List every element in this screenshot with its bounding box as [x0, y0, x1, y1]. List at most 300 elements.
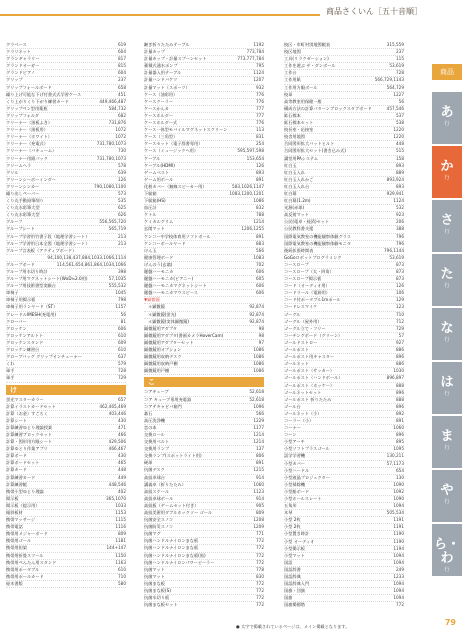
entry-page: 883 [256, 240, 264, 246]
entry-page: 237 [118, 77, 126, 83]
entry-page: 773,777,784 [237, 56, 264, 62]
entry-name: 顕微鏡用収納デスク [144, 354, 182, 360]
entry-name: 玄関マット [144, 226, 165, 232]
index-entry [284, 531, 404, 538]
entry-name: 携帯マッサージ [6, 517, 36, 523]
entry-page: 471 [118, 424, 126, 430]
entry-name: グランドピアノ [6, 70, 35, 76]
entry-page: 115 [396, 56, 404, 62]
entry-name: ゴーグル（屋外用） [284, 318, 322, 324]
entry-name: グループ学習用竹書子段（地理学習シート） [6, 233, 90, 239]
tab-gyo: 行 [444, 337, 450, 343]
entry-name: 高圧洗浄機 [144, 417, 165, 423]
entry-page: 927 [396, 339, 404, 345]
entry-name: 蛍光マスターカラー [6, 396, 44, 402]
entry-name: 合同図形拡大バットヒルト [284, 141, 335, 147]
entry-page: 712 [396, 318, 404, 324]
entry-page: 932 [256, 84, 264, 90]
index-entry [144, 425, 264, 432]
index-entry [6, 489, 126, 496]
index-entry [6, 467, 126, 474]
entry-name: 抗菌ハンドルナイロンまな板 [144, 538, 199, 544]
index-entry [6, 460, 126, 467]
entry-page: 449 [118, 474, 126, 480]
entry-name: 碁石 [144, 410, 153, 416]
tab-8[interactable] [432, 470, 462, 524]
index-entry [284, 468, 404, 475]
index-entry [284, 567, 404, 574]
index-entry [6, 77, 126, 84]
entry-page: 213 [118, 233, 126, 239]
entry-name: げんのう(玄翁) [144, 261, 173, 267]
tab-gyo: 行 [444, 391, 450, 397]
index-entry [284, 106, 404, 113]
entry-page: 1214 [253, 439, 264, 445]
entry-name: くり上がりくり下がり練習カード [6, 98, 69, 104]
entry-name: グループ言表板（アクティブボード） [6, 247, 77, 253]
entry-page: 126 [118, 176, 126, 182]
entry-name: ゴールネット（小） [284, 410, 322, 416]
tab-6[interactable] [432, 362, 462, 416]
index-entry [284, 510, 404, 517]
index-entry [6, 283, 126, 290]
entry-page: 466 [118, 431, 126, 437]
entry-name: 軍手 [6, 368, 15, 374]
entry-page: 53,619 [389, 254, 404, 260]
entry-page: 448 [118, 467, 126, 473]
entry-name: 傾斜板材 [6, 510, 23, 515]
entry-page: 1116 [115, 524, 126, 530]
entry-name: ケースホルダー [144, 112, 173, 118]
entry-name: 車椅子用掲示板 [6, 297, 36, 303]
index-entry [284, 354, 404, 361]
index-entry [144, 602, 264, 608]
col3-list [284, 42, 404, 608]
entry-page: 891 [396, 417, 404, 423]
entry-page: 123 [396, 304, 404, 310]
entry-name: グループ学習用日本全図（地理学習シート） [6, 240, 90, 246]
entry-page: 1192 [253, 42, 264, 47]
entry-page: 873 [396, 261, 404, 267]
entry-page: 1157 [115, 304, 126, 310]
entry-name: 小型掲示板 [284, 545, 305, 551]
entry-page: 914 [256, 474, 264, 480]
index-column-1 [6, 42, 126, 608]
entry-name: 計量カップ・計量スプーンセット [144, 56, 207, 62]
entry-name: くり丸水彩筆大型 [6, 205, 40, 211]
index-entry [144, 283, 264, 290]
entry-page: 1163 [115, 559, 126, 565]
entry-page: 1086 [253, 368, 264, 374]
index-entry [144, 531, 264, 538]
entry-name: グループ [6, 219, 23, 225]
index-entry [144, 248, 264, 255]
index-entry [284, 347, 404, 354]
entry-name: 抗菌ハンドルナイロンまな板(黒) [144, 552, 206, 558]
index-entry [144, 113, 264, 120]
entry-name: 小型 オーディオ [284, 538, 315, 544]
entry-page: 584,732 [108, 105, 126, 111]
entry-name: 高級美術用ダブルホックソー ゴール [144, 510, 213, 515]
index-entry [6, 482, 126, 489]
entry-name: 国旗・団旗 [284, 588, 305, 594]
entry-name: グランドオーガー [6, 63, 40, 69]
index-entry [144, 120, 264, 127]
index-entry [284, 333, 404, 340]
index-entry [284, 56, 404, 63]
index-entry [284, 418, 404, 425]
entry-name: グリップペン型用薬瓶 [6, 105, 48, 111]
index-entry [6, 141, 126, 148]
index-entry [284, 163, 404, 170]
tab-gyo: 行 [444, 175, 450, 181]
index-entry [144, 106, 264, 113]
entry-page: 92,874 [249, 318, 264, 324]
index-entry [6, 56, 126, 63]
entry-name: くり丸水彩筆大型 [6, 212, 40, 218]
index-entry [6, 340, 126, 347]
entry-name: 紅白玉入れかご [284, 176, 314, 182]
index-entry [6, 127, 126, 134]
entry-page: 535 [118, 198, 126, 204]
entry-name: ケミカルグリム [144, 219, 174, 225]
entry-name: グラベース [6, 42, 27, 47]
entry-name: 鍵盤ハーモニカ [144, 269, 174, 274]
entry-name: けん玉 [144, 247, 157, 253]
index-entry [284, 85, 404, 92]
entry-name: 高級板（ゲームセット付き） [144, 502, 199, 508]
entry-name: コードリール（電源用） [284, 290, 330, 296]
entry-name: 小型船ボード [284, 488, 310, 494]
entry-name: 顕微鏡用収納戸棚 [144, 361, 178, 367]
entry-name: 計算ボード [6, 453, 27, 459]
index-entry [144, 574, 264, 581]
index-entry [284, 234, 404, 241]
entry-name: コースロープ（太・四角） [284, 269, 334, 274]
entry-page: 153,654 [246, 155, 264, 161]
entry-name: 計算練習帳 [6, 481, 27, 487]
index-entry [284, 191, 404, 198]
entry-page: 1190 [393, 538, 404, 544]
entry-page: 565,719 [108, 226, 126, 232]
entry-page: 430 [118, 453, 126, 459]
entry-name: 顕微鏡用アダプタ(書画カメラHoverCam) [144, 332, 224, 338]
entry-page: 52,618 [249, 389, 264, 395]
index-entry [6, 248, 126, 255]
index-entry [284, 326, 404, 333]
entry-page: 772 [256, 595, 264, 601]
entry-page: 144+147 [106, 545, 126, 551]
index-entry [284, 475, 404, 482]
entry-name: 抗菌マット [144, 573, 165, 579]
index-entry [284, 70, 404, 77]
entry-name: グロッケンスタンド [6, 339, 44, 345]
entry-page: 731,876 [108, 120, 126, 126]
entry-page: 98 [258, 332, 264, 338]
entry-page: 365,1070 [106, 495, 126, 501]
index-entry [284, 560, 404, 567]
entry-page: 126 [396, 283, 404, 289]
index-entry [284, 63, 404, 70]
entry-page: 580 [118, 580, 126, 586]
index-entry [6, 517, 126, 524]
index-entry [144, 56, 264, 63]
entry-name: 国際電気教室の機能観察体験モニタ [284, 240, 352, 246]
tab-kana: ら・わ [433, 537, 460, 566]
entry-page: 1083 [253, 254, 264, 260]
tab-kana: あ [440, 105, 454, 120]
entry-name: 交換用ランプ [144, 446, 170, 452]
index-entry [284, 113, 404, 120]
entry-page: 56 [120, 311, 126, 317]
entry-name: 抗菌まな板 [144, 580, 165, 586]
index-entry [6, 170, 126, 177]
tab-3[interactable] [432, 200, 462, 254]
entry-page: 892 [396, 410, 404, 416]
entry-name: 国語辞典入門 [284, 581, 310, 587]
entry-page: 1095 [393, 446, 404, 452]
index-entry [284, 361, 404, 368]
entry-page: 777 [256, 105, 264, 111]
entry-name: ゴーグル立て・フリー [284, 325, 326, 331]
entry-name: 下駄箱 [144, 190, 157, 196]
entry-page: 637 [118, 354, 126, 360]
index-entry [284, 375, 404, 382]
entry-name: ゴール台 [284, 403, 301, 409]
index-entry [144, 517, 264, 524]
index-entry [144, 361, 264, 368]
index-entry [144, 156, 264, 163]
entry-name: 国際電気教室の機能観察体験グラス [284, 233, 351, 239]
entry-page: 1220 [393, 127, 404, 133]
index-entry [6, 432, 126, 439]
entry-name: 紅白幕 [284, 190, 297, 196]
entry-name: 抗菌デスク [144, 467, 165, 473]
entry-name: クリーナー用紙パック [6, 155, 48, 161]
entry-name: ゴールネットセット [284, 389, 322, 395]
index-entry [6, 191, 126, 198]
index-entry [144, 397, 264, 404]
entry-page: 1086 [253, 198, 264, 204]
entry-page: 1072 [115, 127, 126, 133]
entry-name: 工作台 [284, 70, 297, 76]
entry-page: 566 [256, 410, 264, 416]
entry-page: 730 [118, 148, 126, 154]
entry-page: 92,874 [249, 311, 264, 317]
entry-page: 538 [396, 120, 404, 126]
entry-page: 573 [118, 190, 126, 196]
entry-name: 交換ランプ(スポットライト用) [144, 453, 202, 459]
entry-page: 891 [256, 176, 264, 182]
index-entry [284, 226, 404, 233]
index-entry [144, 184, 264, 191]
entry-page: 1030 [393, 368, 404, 374]
index-entry [144, 524, 264, 531]
entry-name: グリーンシーボーインダー [6, 176, 56, 182]
entry-name: 携帯用担架 [6, 545, 27, 551]
entry-page: 457,546 [386, 105, 404, 111]
entry-name: 小型アーチ [284, 439, 305, 445]
tab-9[interactable] [432, 524, 462, 578]
index-entry [6, 361, 126, 368]
index-entry [284, 297, 404, 304]
entry-page: 1150 [115, 552, 126, 558]
entry-page: 129 [396, 297, 404, 303]
entry-name: ケースセット（電子辞書専用） [144, 141, 203, 147]
entry-page: 556,565,720 [99, 219, 126, 225]
index-entry [284, 276, 404, 283]
entry-name: 講義卓（折りたたみ） [144, 481, 186, 487]
entry-page: 831 [256, 134, 264, 140]
index-entry [144, 77, 264, 84]
entry-page: 1181 [115, 538, 126, 544]
entry-page: 566,729,1143 [374, 77, 404, 83]
entry-name: ケーブル(HDMI) [144, 162, 175, 168]
entry-page: 795 [256, 63, 264, 69]
entry-name: グリル [6, 169, 19, 175]
entry-page: 448,546 [108, 481, 126, 487]
entry-name: 小型置き時計 [284, 531, 310, 537]
index-entry [6, 63, 126, 70]
entry-page: 893 [396, 183, 404, 189]
index-entry [6, 99, 126, 106]
entry-name: 語学学習機 [284, 453, 305, 459]
entry-page: 430 [118, 417, 126, 423]
index-entry [144, 439, 264, 446]
entry-name: 工作用紙 [284, 77, 301, 83]
entry-name: 校長室・応接室 [284, 127, 314, 133]
tab-7[interactable] [432, 416, 462, 470]
index-entry [144, 326, 264, 333]
entry-page: 923 [396, 212, 404, 218]
entry-page: 914 [256, 495, 264, 501]
entry-page: 249 [396, 566, 404, 572]
entry-page: 929,941 [386, 190, 404, 196]
entry-page: 130 [396, 474, 404, 480]
entry-name: ケトル [144, 212, 157, 218]
entry-name: 国語辞書 [284, 566, 301, 572]
index-entry [284, 177, 404, 184]
index-entry [144, 467, 264, 474]
index-entry [144, 262, 264, 269]
entry-name: コーン [284, 432, 297, 438]
entry-name: ケースホルダー式 [144, 120, 178, 126]
index-entry [144, 482, 264, 489]
entry-name: クリーナー（黒板ふき） [6, 120, 53, 126]
entry-page: 1233 [393, 574, 404, 580]
entry-page: 605 [256, 276, 264, 282]
tab-2[interactable] [432, 146, 462, 200]
entry-name: 講堂用PAシステム [284, 155, 319, 161]
entry-page: 537 [396, 112, 404, 118]
entry-name: 血圧計 [144, 205, 157, 211]
entry-name: グリップ [6, 77, 23, 83]
tab-kana: や [440, 483, 454, 498]
index-entry [144, 92, 264, 99]
entry-page: 532 [396, 205, 404, 211]
index-entry [144, 226, 264, 233]
index-entry [284, 574, 404, 581]
tab-1[interactable] [432, 92, 462, 146]
entry-name: ゴールポスト [284, 347, 310, 353]
index-entry [284, 404, 404, 411]
index-entry [6, 276, 126, 283]
entry-name: ゴールポスト（ホッケー） [284, 382, 335, 388]
index-entry [144, 411, 264, 418]
entry-page: 772 [396, 602, 404, 608]
entry-name: クリーナー（充電式） [6, 141, 48, 147]
entry-page: 776 [256, 98, 264, 104]
entry-page: 702 [256, 261, 264, 267]
col2c-list [144, 389, 264, 608]
entry-page: 796 [396, 240, 404, 246]
entry-page: 610 [118, 347, 126, 353]
entry-name: 光源(赤球) [284, 205, 305, 211]
entry-page: 1194 [393, 545, 404, 551]
index-entry [284, 77, 404, 84]
index-entry [284, 581, 404, 588]
entry-name: 携帯用メジャーボード [6, 531, 48, 537]
entry-page: 403,446 [108, 410, 126, 416]
entry-page: 98 [258, 325, 264, 331]
entry-name: 携帯電話 [6, 524, 23, 530]
entry-name: 軍手 [6, 375, 15, 381]
index-entry [284, 368, 404, 375]
index-entry [6, 375, 126, 382]
entry-name: 経木書版 [6, 580, 23, 586]
entry-name: 交換ロール [144, 431, 165, 437]
tab-4[interactable] [432, 254, 462, 308]
index-entry [144, 545, 264, 552]
entry-name: グリップフォールボード [6, 84, 52, 90]
entry-name: 校区地図 [284, 49, 301, 55]
entry-name: 顕微鏡用オプション [144, 347, 182, 353]
entry-page: 778 [256, 566, 264, 572]
entry-name: 抗菌防災スノコ [144, 524, 174, 530]
index-entry [6, 368, 126, 375]
entry-page: 578 [118, 162, 126, 168]
entry-name: 計算イラストカードセット [6, 403, 56, 409]
entry-page: 604 [118, 49, 126, 55]
index-entry [144, 269, 264, 276]
index-entry [284, 446, 404, 453]
index-entry [284, 411, 404, 418]
entry-name: 健康管理ボード [144, 254, 174, 260]
index-entry [6, 226, 126, 233]
entry-name: コースロープ掲示板 [284, 276, 322, 282]
entry-name: ゴールドストロー [284, 339, 318, 345]
entry-name: 小型ソフトプラスゴール [284, 446, 330, 452]
index-entry [284, 397, 404, 404]
index-entry [284, 425, 404, 432]
entry-page: 1214 [253, 219, 264, 225]
entry-name: 校章 [284, 91, 293, 97]
entry-name: 小型 2枚 [284, 517, 301, 523]
entry-page: 886 [396, 347, 404, 353]
entry-page: 710 [396, 311, 404, 317]
entry-page: 237 [396, 49, 404, 55]
entry-page: 873 [396, 269, 404, 274]
page-number: 79 [444, 618, 456, 627]
entry-page: 1090 [393, 481, 404, 487]
entry-page: 448 [396, 141, 404, 147]
entry-page: 773,784 [246, 49, 264, 55]
entry-page: 1072 [115, 134, 126, 140]
index-entry [6, 297, 126, 304]
index-entry [144, 553, 264, 560]
tab-5[interactable] [432, 308, 462, 362]
entry-page: 728 [118, 368, 126, 374]
